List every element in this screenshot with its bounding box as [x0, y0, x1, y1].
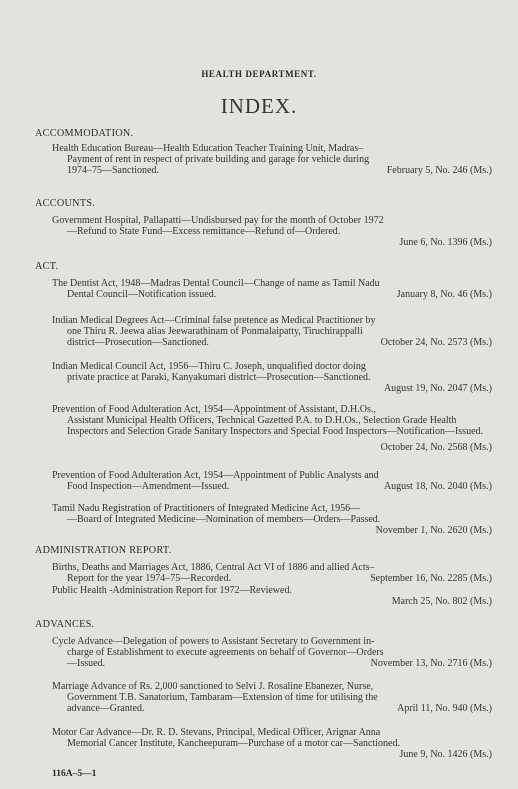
entry-text: Health Education Bureau—Health Education Teacher Training Unit, Madras– [52, 143, 364, 154]
entry-text-last: Food Inspection—Amendment—Issued. [67, 480, 230, 492]
index-entry [52, 586, 492, 608]
entry-text: Marriage Advance of Rs. 2,000 sanctioned to Selvi J. Rosaline Ebanezer, Nurse, [52, 681, 374, 692]
entry-text: The Dentist Act, 1948—Madras Dental Council—Change of name as Tamil Nadu [52, 278, 380, 289]
entry-reference: October 24, No. 2568 (Ms.) [380, 442, 492, 454]
index-entry [52, 362, 492, 394]
index-entry [52, 279, 492, 301]
entry-text: Government Hospital, Pallapatti—Undisbursed pay for the month of October 1972 [52, 215, 384, 226]
entry-text-last: 1974–75—Sanctioned. [67, 164, 159, 176]
index-entry [52, 144, 492, 176]
entry-reference: February 5, No. 246 (Ms.) [386, 164, 492, 176]
index-entry [52, 316, 492, 348]
entry-reference: August 18, No. 2040 (Ms.) [383, 480, 492, 492]
entry-text: Prevention of Food Adulteration Act, 1954—Appointment of Assistant, D.H.Os., [52, 404, 376, 415]
entry-text: Prevention of Food Adulteration Act, 1954—Appointment of Public Analysts and [52, 470, 379, 481]
entry-text: Cycle Advance—Delegation of powers to Assistant Secretary to Government in- [52, 636, 375, 647]
entry-text-last: —Issued. [67, 657, 106, 669]
section-heading-accommodation: ACCOMMODATION. [35, 128, 134, 139]
entry-reference: March 25, No. 802 (Ms.) [391, 595, 492, 607]
entry-reference: August 19, No. 2047 (Ms.) [383, 382, 492, 394]
entry-text-last: Report for the year 1974–75—Recorded. [67, 572, 232, 584]
entry-reference: June 6, No. 1396 (Ms.) [399, 236, 492, 248]
entry-text-cont: private practice at Paraki, Kanyakumari district—Prosecution—Sanctioned. [67, 371, 371, 383]
entry-text: Motor Car Advance—Dr. R. D. Stevans, Principal, Medical Officer, Arignar Anna [52, 727, 381, 738]
entry-text-cont: Payment of rent in respect of private building and garage for vehicle during [67, 153, 370, 165]
section-heading-accounts: ACCOUNTS. [35, 198, 96, 209]
index-entry [52, 471, 492, 493]
section-heading-administration-report: ADMINISTRATION REPORT. [35, 545, 172, 556]
entry-text-cont: —Refund to State Fund—Excess remittance—Refund of—Ordered. [67, 225, 341, 237]
entry-text-last: advance—Granted. [67, 702, 145, 714]
index-entry [52, 405, 492, 454]
entry-reference: October 24, No. 2573 (Ms.) [380, 336, 492, 348]
department-heading: HEALTH DEPARTMENT. [201, 69, 317, 79]
page-title: INDEX. [220, 94, 298, 118]
index-entry [52, 563, 492, 585]
entry-reference: September 16, No. 2285 (Ms.) [370, 572, 492, 584]
entry-text: Births, Deaths and Marriages Act, 1886, Central Act VI of 1886 and allied Acts– [52, 562, 375, 573]
section-heading-act: ACT. [35, 261, 59, 272]
entry-reference: June 9, No. 1426 (Ms.) [399, 748, 492, 760]
index-entry [52, 637, 492, 669]
entry-text-cont: one Thiru R. Jeewa alias Jeewarathinam of Ponmalaipatty, Tiruchirappalli [67, 325, 363, 337]
entry-text-cont: charge of Establishment to execute agreements on behalf of Governor—Orders [67, 646, 384, 658]
entry-text: Public Health -Administration Report for 1972—Reviewed. [52, 585, 292, 596]
entry-text-cont: —Board of Integrated Medicine—Nomination of members—Orders—Passed. [67, 513, 381, 525]
entry-text: Tamil Nadu Registration of Practitioners of Integrated Medicine Act, 1956— [52, 503, 361, 514]
entry-text: Indian Medical Council Act, 1956—Thiru C. Joseph, unqualified doctor doing [52, 361, 366, 372]
entry-text-cont: Government T.B. Sanatorium, Tambaram—Extension of time for utilising the [67, 691, 378, 703]
entry-text-cont: Assistant Municipal Health Officers, Technical Gazetted P.A. to D.H.Os., Selection Grade Health Inspectors and Selection Grade Sanitary Inspectors and Special Food Inspectors—Notification—Issued. [67, 414, 484, 437]
index-entry [52, 728, 492, 760]
entry-text-last: district—Prosecution—Sanctioned. [67, 336, 209, 348]
entry-reference: April 11, No. 940 (Ms.) [397, 702, 492, 714]
entry-reference: November 1, No. 2620 (Ms.) [375, 524, 492, 536]
page-footer-code: 116A–5—1 [52, 769, 97, 779]
entry-text: Indian Medical Degrees Act—Criminal false pretence as Medical Practitioner by [52, 315, 376, 326]
section-heading-advances: ADVANCES. [35, 619, 95, 630]
entry-text-cont: Memorial Cancer Institute, Kancheepuram—Purchase of a motor car—Sanctioned. [67, 737, 400, 749]
index-entry [52, 682, 492, 714]
entry-reference: November 13, No. 2716 (Ms.) [370, 657, 492, 669]
entry-text-last: Dental Council—Notification issued. [67, 288, 217, 300]
entry-reference: January 8, No. 46 (Ms.) [396, 288, 492, 300]
index-entry [52, 216, 492, 248]
index-entry [52, 504, 492, 536]
